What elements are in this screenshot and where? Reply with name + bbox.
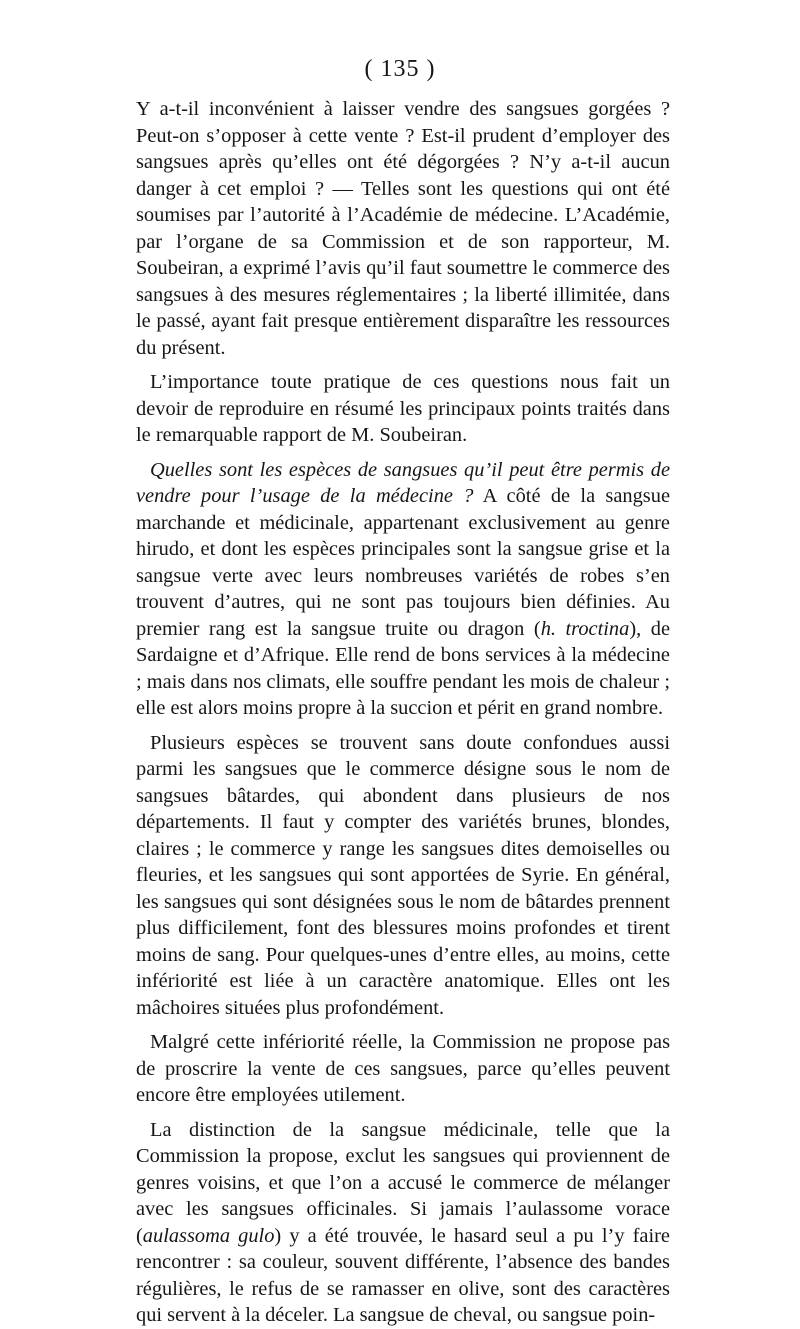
- paragraph: [136, 1029, 670, 1109]
- text-run: Y a-t-il inconvénient à laisser vendre des sangsues gorgées ? Peut-on s’opposer à cette vente ? Est-il prudent d’employer des sangsues après qu’elles ont été dégorgées ? N’y a-t-il aucun danger à cet emploi ? — Telles sont les questions qui ont été soumises par l’autorité à l’Académie de médecine. L’Académie, par l’organe de sa Commission et de son rapporteur, M. Soubeiran, a exprimé l’avis qu’il faut soumettre le commerce des sangsues à des mesures réglementaires ; la liberté illimitée, dans le passé, ayant fait presque entièrement disparaître les ressources du présent.: [136, 98, 670, 359]
- paragraph: [136, 1117, 670, 1329]
- italic-text: Quelles sont les espèces de sangsues qu’il peut être permis de vendre pour l’usage de la médecine ?: [136, 458, 670, 507]
- paragraph: [136, 369, 670, 449]
- text-run: La distinction de la sangsue médicinale, telle que la Commission la propose, exclut les sangsues qui proviennent de genres voisins, et que l’on a accusé le commerce de mélanger avec les sangsues officinales. Si jamais l’aulassome vorace (: [136, 1118, 670, 1247]
- text-run: ) y a été trouvée, le hasard seul a pu l’y faire rencontrer : sa couleur, souvent différente, l’absence des bandes régulières, le refus de se ramasser en olive, sont des caractères qui servent à la déceler. La sangsue de cheval, ou sangsue poin-: [136, 1224, 670, 1326]
- paragraph: [136, 96, 670, 361]
- text-run: A côté de la sangsue marchande et médicinale, appartenant exclusivement au genre hirudo, et dont les espèces principales sont la sangsue grise et la sangsue verte avec leurs nombreuses variétés de robes s’en trouvent d’autres, qui ne sont pas toujours bien définies. Au premier rang est la sangsue truite ou dragon (: [136, 485, 670, 640]
- body-text: [136, 96, 670, 1329]
- paragraph: [136, 730, 670, 1022]
- text-run: Malgré cette infériorité réelle, la Commission ne propose pas de proscrire la vente de ces sangsues, parce qu’elles peuvent encore être employées utilement.: [136, 1031, 670, 1106]
- paragraph: [136, 457, 670, 722]
- text-run: L’importance toute pratique de ces questions nous fait un devoir de reproduire en résumé les principaux points traités dans le remarquable rapport de M. Soubeiran.: [136, 371, 670, 446]
- text-run: Plusieurs espèces se trouvent sans doute confondues aussi parmi les sangsues que le commerce désigne sous le nom de sangsues bâtardes, qui abondent dans plusieurs de nos départements. Il faut y compter des variétés brunes, blondes, claires ; le commerce y range les sangsues dites demoiselles ou fleuries, et les sangsues qui sont apportées de Syrie. En général, les sangsues qui sont désignées sous le nom de bâtardes prennent plus difficilement, font des blessures moins profondes et tirent moins de sang. Pour quelques-unes d’entre elles, au moins, cette infériorité est liée à un caractère anatomique. Elles ont les mâchoires situées plus profondément.: [136, 731, 670, 1019]
- page-number: ( 135 ): [364, 56, 436, 82]
- italic-text: aulassoma gulo: [142, 1224, 275, 1247]
- text-run: ), de Sardaigne et d’Afrique. Elle rend de bons services à la médecine ; mais dans nos climats, elle souffre pendant les mois de chaleur ; elle est alors moins propre à la succion et périt en grand nombre.: [136, 617, 670, 719]
- italic-text: h. troctina: [540, 617, 630, 640]
